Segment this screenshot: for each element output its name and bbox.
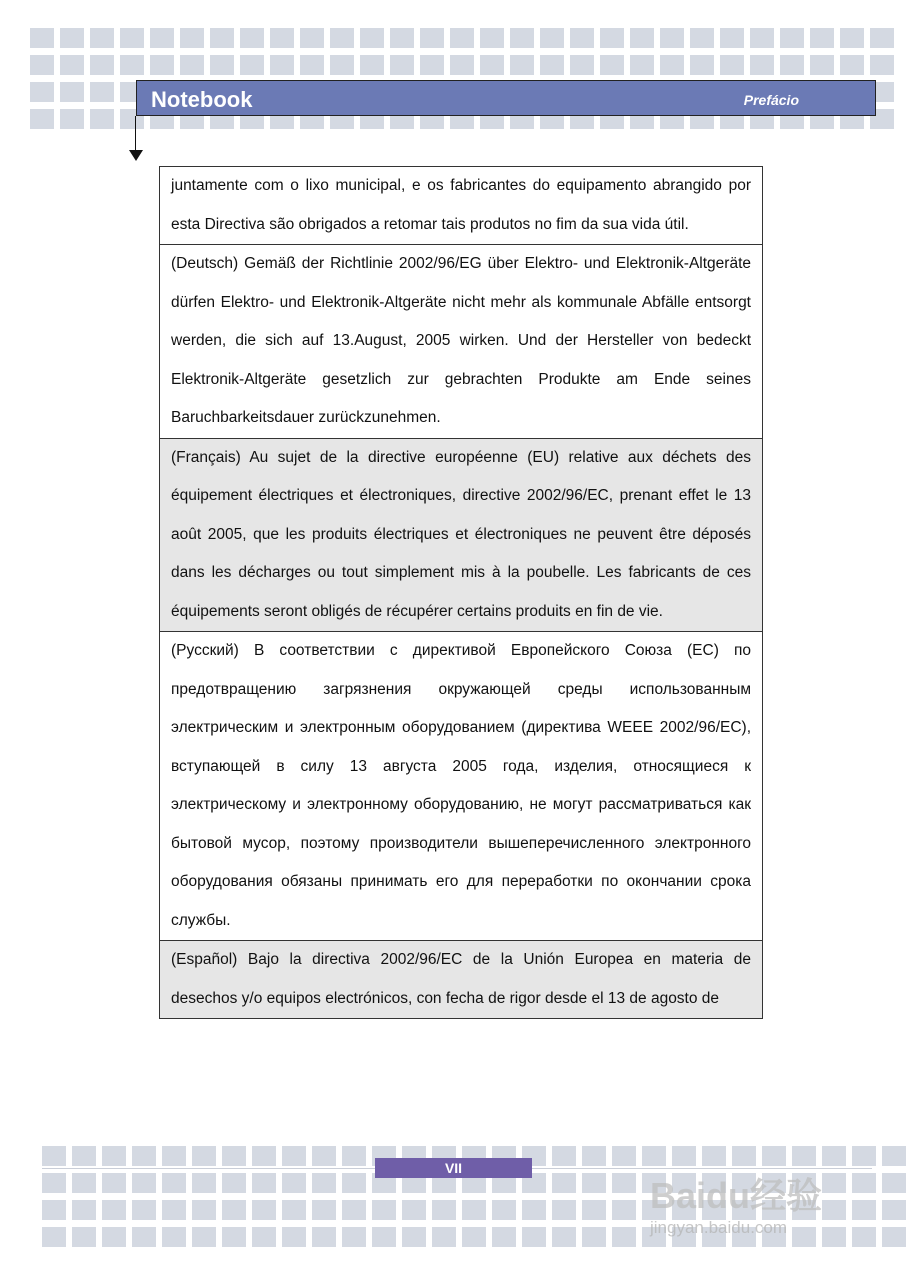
decorative-tile: [552, 1227, 576, 1247]
decorative-tile: [252, 1146, 276, 1166]
table-row: juntamente com o lixo municipal, e os fabricantes do equipamento abrangido por esta Directiva são obrigados a retomar tais produtos no fim da sua vida útil.: [160, 167, 762, 245]
decorative-tile: [342, 1200, 366, 1220]
decorative-tile: [612, 1227, 636, 1247]
decorative-tile: [120, 55, 144, 75]
decorative-tile: [402, 1200, 426, 1220]
decorative-tile: [510, 28, 534, 48]
decorative-tile: [750, 55, 774, 75]
decorative-tile: [852, 1227, 876, 1247]
decorative-tile: [222, 1227, 246, 1247]
decorative-tile: [240, 28, 264, 48]
decorative-tile: [240, 55, 264, 75]
decorative-tile: [570, 28, 594, 48]
decorative-tile: [150, 28, 174, 48]
decorative-tile: [42, 1173, 66, 1193]
decorative-tile: [210, 28, 234, 48]
decorative-tile: [810, 28, 834, 48]
decorative-tile: [762, 1146, 786, 1166]
decorative-tile: [30, 55, 54, 75]
decorative-tile: [162, 1200, 186, 1220]
decorative-tile: [162, 1146, 186, 1166]
decorative-tile: [282, 1146, 306, 1166]
decorative-tile: [690, 28, 714, 48]
decorative-tile: [60, 55, 84, 75]
decorative-tile: [810, 55, 834, 75]
decorative-tile: [540, 55, 564, 75]
decorative-tile: [420, 55, 444, 75]
page-header: [136, 80, 876, 116]
decorative-tile: [660, 28, 684, 48]
decorative-tile: [162, 1173, 186, 1193]
decorative-tile: [732, 1146, 756, 1166]
decorative-tile: [342, 1146, 366, 1166]
decorative-tile: [312, 1227, 336, 1247]
decorative-tile: [222, 1146, 246, 1166]
decorative-tile: [780, 28, 804, 48]
decorative-tile: [462, 1200, 486, 1220]
decorative-tile: [72, 1173, 96, 1193]
decorative-tile: [342, 1173, 366, 1193]
decorative-tile: [822, 1173, 846, 1193]
decorative-tile: [852, 1200, 876, 1220]
decorative-tile: [222, 1200, 246, 1220]
decorative-tile: [330, 28, 354, 48]
decorative-tile: [360, 28, 384, 48]
decorative-tile: [510, 55, 534, 75]
decorative-tile: [480, 55, 504, 75]
decorative-tile: [720, 28, 744, 48]
content-table: [159, 166, 763, 1019]
decorative-tile: [120, 28, 144, 48]
decorative-tile: [162, 1227, 186, 1247]
decorative-tile: [840, 55, 864, 75]
decorative-tile: [30, 109, 54, 129]
decorative-tile: [582, 1173, 606, 1193]
table-row: (Deutsch) Gemäß der Richtlinie 2002/96/EG über Elektro- und Elektronik-Altgeräte dürfen Elektro- und Elektronik-Altgeräte nicht mehr als kommunale Abfälle entsorgt werden, die sich auf 13.August, 2005 wirken. Und der Hersteller von bedeckt Elektronik-Altgeräte gesetzlich zur gebrachten Produkte am Ende seines Baruchbarkeitsdauer zurückzunehmen.: [160, 245, 762, 439]
decorative-tile: [630, 55, 654, 75]
decorative-tile: [102, 1146, 126, 1166]
decorative-tile: [72, 1200, 96, 1220]
decorative-tile: [42, 1227, 66, 1247]
decorative-tile: [252, 1173, 276, 1193]
table-row: (Русский) В соответствии с директивой Европейского Союза (ЕС) по предотвращению загрязнения окружающей среды использованным электрическим и электронным оборудованием (директива WEEE 2002/96/EC), вступающей в силу 13 августа 2005 года, изделия, относящиеся к электрическому и электронному оборудованию, не могут рассматриваться как бытовой мусор, поэтому производители вышеперечисленного электронного оборудования обязаны принимать его для переработки по окончании срока службы.: [160, 632, 762, 941]
decorative-tile: [792, 1146, 816, 1166]
decorative-tile: [180, 55, 204, 75]
decorative-tile: [342, 1227, 366, 1247]
decorative-tile: [102, 1200, 126, 1220]
decorative-tile: [270, 55, 294, 75]
header-section: Prefácio: [743, 92, 799, 108]
decorative-tile: [282, 1227, 306, 1247]
decorative-tile: [822, 1200, 846, 1220]
table-row: (Español) Bajo la directiva 2002/96/EC de la Unión Europea en materia de desechos y/o equipos electrónicos, con fecha de rigor desde el 13 de agosto de: [160, 941, 762, 1018]
page-number: VII: [375, 1158, 532, 1178]
decorative-tile: [750, 28, 774, 48]
decorative-tile: [132, 1200, 156, 1220]
decorative-tile: [822, 1227, 846, 1247]
decorative-tile: [300, 28, 324, 48]
decorative-tile: [72, 1146, 96, 1166]
decorative-tile: [42, 1146, 66, 1166]
decorative-tile: [450, 28, 474, 48]
header-title: Notebook: [151, 87, 253, 112]
decorative-tile: [882, 1227, 906, 1247]
decorative-tile: [252, 1227, 276, 1247]
decorative-tile: [132, 1146, 156, 1166]
decorative-tile: [402, 1227, 426, 1247]
decorative-tile: [390, 28, 414, 48]
decorative-tile: [690, 55, 714, 75]
decorative-tile: [180, 28, 204, 48]
decorative-tile: [642, 1146, 666, 1166]
decorative-tile: [372, 1227, 396, 1247]
decorative-tile: [630, 28, 654, 48]
decorative-tile: [90, 55, 114, 75]
decorative-tile: [582, 1227, 606, 1247]
decorative-tile: [882, 1146, 906, 1166]
decorative-tile: [552, 1173, 576, 1193]
decorative-tile: [300, 55, 324, 75]
decorative-tile: [312, 1173, 336, 1193]
decorative-tile: [522, 1200, 546, 1220]
decorative-tile: [30, 28, 54, 48]
decorative-tile: [852, 1173, 876, 1193]
decorative-tile: [102, 1173, 126, 1193]
decorative-tile: [570, 55, 594, 75]
decorative-tile: [192, 1227, 216, 1247]
decorative-tile: [270, 28, 294, 48]
decorative-tile: [282, 1200, 306, 1220]
decorative-tile: [492, 1200, 516, 1220]
arrow-down-icon: [129, 150, 143, 161]
decorative-tile: [60, 109, 84, 129]
decorative-tile: [870, 28, 894, 48]
decorative-tile: [432, 1200, 456, 1220]
decorative-tile: [132, 1173, 156, 1193]
decorative-tile: [420, 28, 444, 48]
decorative-tile: [582, 1146, 606, 1166]
decorative-tile: [150, 55, 174, 75]
decorative-tile: [90, 82, 114, 102]
table-row: (Français) Au sujet de la directive européenne (EU) relative aux déchets des équipement électriques et électroniques, directive 2002/96/EC, prenant effet le 13 août 2005, que les produits électriques et électroniques ne peuvent être déposés dans les décharges ou tout simplement mis à la poubelle. Les fabricants de ces équipements seront obligés de récupérer certains produits en fin de vie.: [160, 439, 762, 633]
decorative-tile: [600, 28, 624, 48]
decorative-tile: [480, 28, 504, 48]
decorative-tile: [90, 109, 114, 129]
decorative-tile: [330, 55, 354, 75]
decorative-tile: [702, 1146, 726, 1166]
decorative-tile: [882, 1200, 906, 1220]
decorative-tile: [540, 28, 564, 48]
watermark-logo: Baidu经验: [650, 1175, 823, 1216]
decorative-tile: [552, 1146, 576, 1166]
decorative-tile: [312, 1200, 336, 1220]
decorative-tile: [840, 28, 864, 48]
decorative-tile: [780, 55, 804, 75]
decorative-tile: [432, 1227, 456, 1247]
decorative-tile: [192, 1173, 216, 1193]
decorative-tile: [60, 28, 84, 48]
decorative-tile: [792, 1227, 816, 1247]
decorative-tile: [672, 1146, 696, 1166]
decorative-tile: [90, 28, 114, 48]
decorative-tile: [612, 1173, 636, 1193]
decorative-tile: [252, 1200, 276, 1220]
decorative-tile: [612, 1146, 636, 1166]
decorative-tile: [192, 1200, 216, 1220]
watermark-url: jingyan.baidu.com: [650, 1218, 788, 1237]
decorative-tile: [42, 1200, 66, 1220]
decorative-tile: [660, 55, 684, 75]
decorative-tile: [390, 55, 414, 75]
decorative-tile: [612, 1200, 636, 1220]
decorative-tile: [132, 1227, 156, 1247]
decorative-tile: [210, 55, 234, 75]
decorative-tile: [222, 1173, 246, 1193]
decorative-tile: [72, 1227, 96, 1247]
decorative-tile: [360, 55, 384, 75]
decorative-tile: [552, 1200, 576, 1220]
decorative-tile: [312, 1146, 336, 1166]
decorative-tile: [582, 1200, 606, 1220]
decorative-tile: [102, 1227, 126, 1247]
decorative-tile: [852, 1146, 876, 1166]
decorative-tile: [462, 1227, 486, 1247]
decorative-tile: [60, 82, 84, 102]
decorative-tile: [720, 55, 744, 75]
decorative-tile: [600, 55, 624, 75]
decorative-tile: [30, 82, 54, 102]
decorative-tile: [192, 1146, 216, 1166]
decorative-tile: [870, 55, 894, 75]
decorative-tile: [492, 1227, 516, 1247]
decorative-tile: [282, 1173, 306, 1193]
arrow-line: [135, 116, 136, 152]
decorative-tile: [882, 1173, 906, 1193]
decorative-tile: [450, 55, 474, 75]
decorative-tile: [372, 1200, 396, 1220]
decorative-tile: [522, 1227, 546, 1247]
decorative-tile: [822, 1146, 846, 1166]
